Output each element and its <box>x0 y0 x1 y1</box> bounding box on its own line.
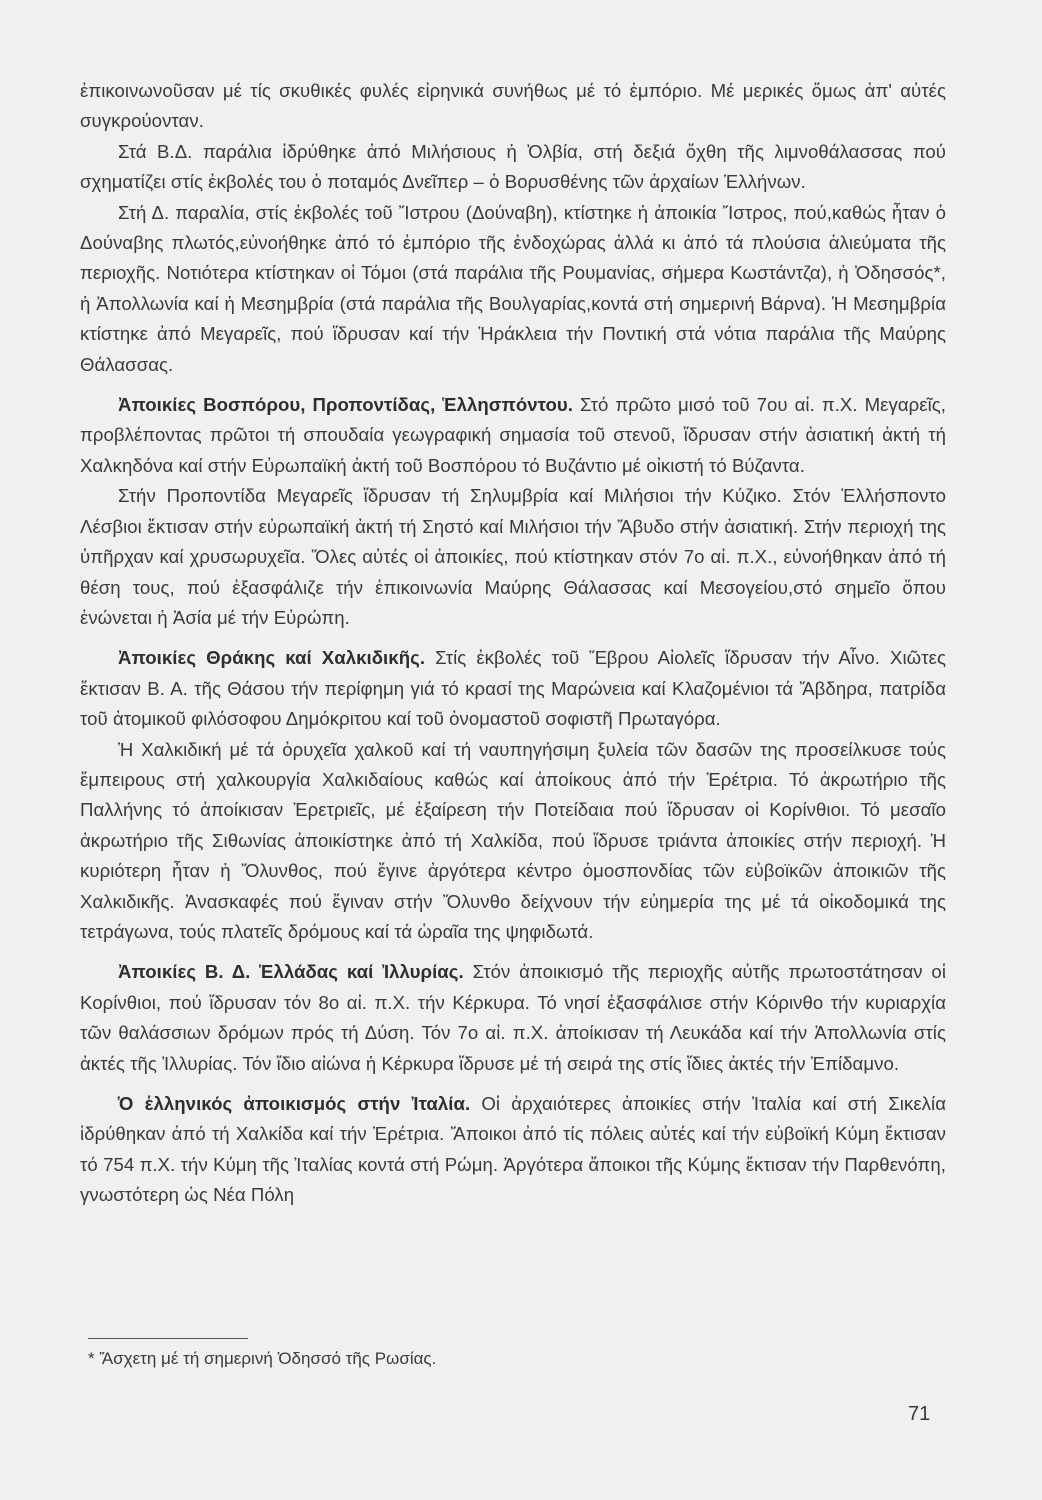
body-text <box>80 76 946 1211</box>
paragraph-9: Ὁ ἑλληνικός ἀποικισμός στήν Ἰταλία. Οἱ ἀρχαιότερες ἀποικίες στήν Ἰταλία καί στή Σικελία ἱδρύθηκαν ἀπό τή Χαλκίδα καί τήν Ἐρέτρια. Ἄποικοι ἀπό τίς πόλεις αὐτές καί τήν εὐβοϊκή Κύμη ἔκτισαν τό 754 π.Χ. τήν Κύμη τῆς Ἰταλίας κοντά στή Ρώμη. Ἀργότερα ἄποικοι τῆς Κύμης ἔκτισαν τήν Παρθενόπη, γνωστότερη ὡς Νέα Πόλη <box>80 1093 946 1206</box>
section-heading: Ἀποικίες Θράκης καί Χαλκιδικῆς. <box>118 647 426 669</box>
page-number: 71 <box>908 1403 931 1425</box>
paragraph-3: Στή Δ. παραλία, στίς ἐκβολές τοῦ Ἴστρου (Δούναβη), κτίστηκε ἡ ἀποικία Ἴστρος, πού,καθώς ἦταν ὁ Δούναβης πλωτός,εὐνοήθηκε ἀπό τό ἐμπόριο τῆς ἐνδοχώρας ἀλλά κι ἀπό τά πλούσια ἁλιεύματα τῆς περιοχῆς. Νοτιότερα κτίστηκαν οἱ Τόμοι (στά παράλια τῆς Ρουμανίας, σήμερα Κωστάντζα), ἡ Ὀδησσός*, ἡ Ἀπολλωνία καί ἡ Μεσημβρία (στά παράλια τῆς Βουλγαρίας,κοντά στή σημερινή Βάρνα). Ἡ Μεσημβρία κτίστηκε ἀπό Μεγαρεῖς, πού ἵδρυσαν καί τήν Ἡράκλεια τήν Ποντική στά νότια παράλια τῆς Μαύρης Θάλασσας. <box>80 201 946 375</box>
footnote: * Ἄσχετη μέ τή σημερινή Ὀδησσό τῆς Ρωσίας. <box>88 1349 437 1368</box>
section-heading: Ἀποικίες Β. Δ. Ἑλλάδας καί Ἰλλυρίας. <box>118 961 464 983</box>
paragraph-2: Στά Β.Δ. παράλια ἱδρύθηκε ἀπό Μιλήσιους ἡ Ὀλβία, στή δεξιά ὄχθη τῆς λιμνοθάλασσας πού σχηματίζει στίς ἐκβολές του ὁ ποταμός Δνεῖπερ – ὁ Βορυσθένης τῶν ἀρχαίων Ἑλλήνων. <box>80 140 946 193</box>
paragraph-4: Ἀποικίες Βοσπόρου, Προποντίδας, Ἑλλησπόντου. Στό πρῶτο μισό τοῦ 7ου αἰ. π.Χ. Μεγαρεῖς, προβλέποντας πρῶτοι τή σπουδαία γεωγραφική σημασία τοῦ στενοῦ, ἵδρυσαν στήν ἀσιατική ἀκτή τή Χαλκηδόνα καί στήν Εὐρωπαϊκή ἀκτή τοῦ Βοσπόρου τό Βυζάντιο μέ οἰκιστή τό Βύζαντα. <box>80 394 947 476</box>
paragraph-7: Ἡ Χαλκιδική μέ τά ὀρυχεῖα χαλκοῦ καί τή ναυπηγήσιμη ξυλεία τῶν δασῶν της προσείλκυσε τούς ἔμπειρους στή χαλκουργία Χαλκιδαίους καθώς καί ἀποίκους ἀπό τήν Ἐρέτρια. Τό ἀκρωτήριο τῆς Παλλήνης τό ἀποίκισαν Ἐρετριεῖς, μέ ἐξαίρεση τήν Ποτείδαια πού ἵδρυσαν οἱ Κορίνθιοι. Τό μεσαῖο ἀκρωτήριο τῆς Σιθωνίας ἀποικίστηκε ἀπό τή Χαλκίδα, πού ἵδρυσε τριάντα ἀποικίες στήν περιοχή. Ἡ κυριότερη ἦταν ἡ Ὄλυνθος, πού ἔγινε ἀργότερα κέντρο ὁμοσπονδίας τῶν εὐβοϊκῶν ἀποικιῶν τῆς Χαλκιδικῆς. Ἀνασκαφές πού ἔγιναν στήν Ὄλυνθο δείχνουν τήν εὐημερία της μέ τά οἰκοδομικά της τετράγωνα, τούς πλατεῖς δρόμους καί τά ὡραῖα της ψηφιδωτά. <box>80 738 946 942</box>
section-heading: Ὁ ἑλληνικός ἀποικισμός στήν Ἰταλία. <box>118 1093 471 1114</box>
paragraph-5: Στήν Προποντίδα Μεγαρεῖς ἵδρυσαν τή Σηλυμβρία καί Μιλήσιοι τήν Κύζικο. Στόν Ἑλλήσποντο Λέσβιοι ἔκτισαν στήν εὐρωπαϊκή ἀκτή τή Σηστό καί Μιλήσιοι τήν Ἄβυδο στήν ἀσιατική. Στήν περιοχή της ὑπῆρχαν καί χρυσωρυχεῖα. Ὅλες αὐτές οἱ ἀποικίες, πού κτίστηκαν στόν 7ο αἰ. π.Χ., εὐνοήθηκαν ἀπό τή θέση τους, πού ἐξασφάλιζε τήν ἐπικοινωνία Μαύρης Θάλασσας καί Μεσογείου,στό σημεῖο ὅπου ἑνώνεται ἡ Ἀσία μέ τήν Εὐρώπη. <box>80 485 946 628</box>
paragraph-8: Ἀποικίες Β. Δ. Ἑλλάδας καί Ἰλλυρίας. Στόν ἀποικισμό τῆς περιοχῆς αὐτῆς πρωτοστάτησαν οἱ Κορίνθιοι, πού ἵδρυσαν τόν 8ο αἰ. π.Χ. τήν Κέρκυρα. Τό νησί ἐξασφάλισε στήν Κόρινθο τήν κυριαρχία τῶν θαλάσσιων δρόμων πρός τή Δύση. Τόν 7ο αἰ. π.Χ. ἀποίκισαν τή Λευκάδα καί τήν Ἀπολλωνία στίς ἀκτές τῆς Ἰλλυρίας. Τόν ἴδιο αἰώνα ἡ Κέρκυρα ἵδρυσε μέ τή σειρά της στίς ἴδιες ἀκτές τήν Ἐπίδαμνο. <box>80 961 946 1074</box>
paragraph-1: ἐπικοινωνοῦσαν μέ τίς σκυθικές φυλές εἰρηνικά συνήθως μέ τό ἐμπόριο. Μέ μερικές ὅμως ἀπ' αὐτές συγκρούονταν. <box>80 80 946 132</box>
section-heading: Ἀποικίες Βοσπόρου, Προποντίδας, Ἑλλησπόντου. <box>118 394 573 416</box>
footnote-divider <box>88 1338 248 1339</box>
paragraph-6: Ἀποικίες Θράκης καί Χαλκιδικῆς. Στίς ἐκβολές τοῦ Ἕβρου Αἰολεῖς ἵδρυσαν τήν Αἶνο. Χιῶτες ἔκτισαν Β. Α. τῆς Θάσου τήν περίφημη γιά τό κρασί της Μαρώνεια καί Κλαζομένιοι τά Ἄβδηρα, πατρίδα τοῦ ἀτομικοῦ φιλόσοφου Δημόκριτου καί τοῦ ὀνομαστοῦ σοφιστῆ Πρωταγόρα. <box>80 647 946 730</box>
